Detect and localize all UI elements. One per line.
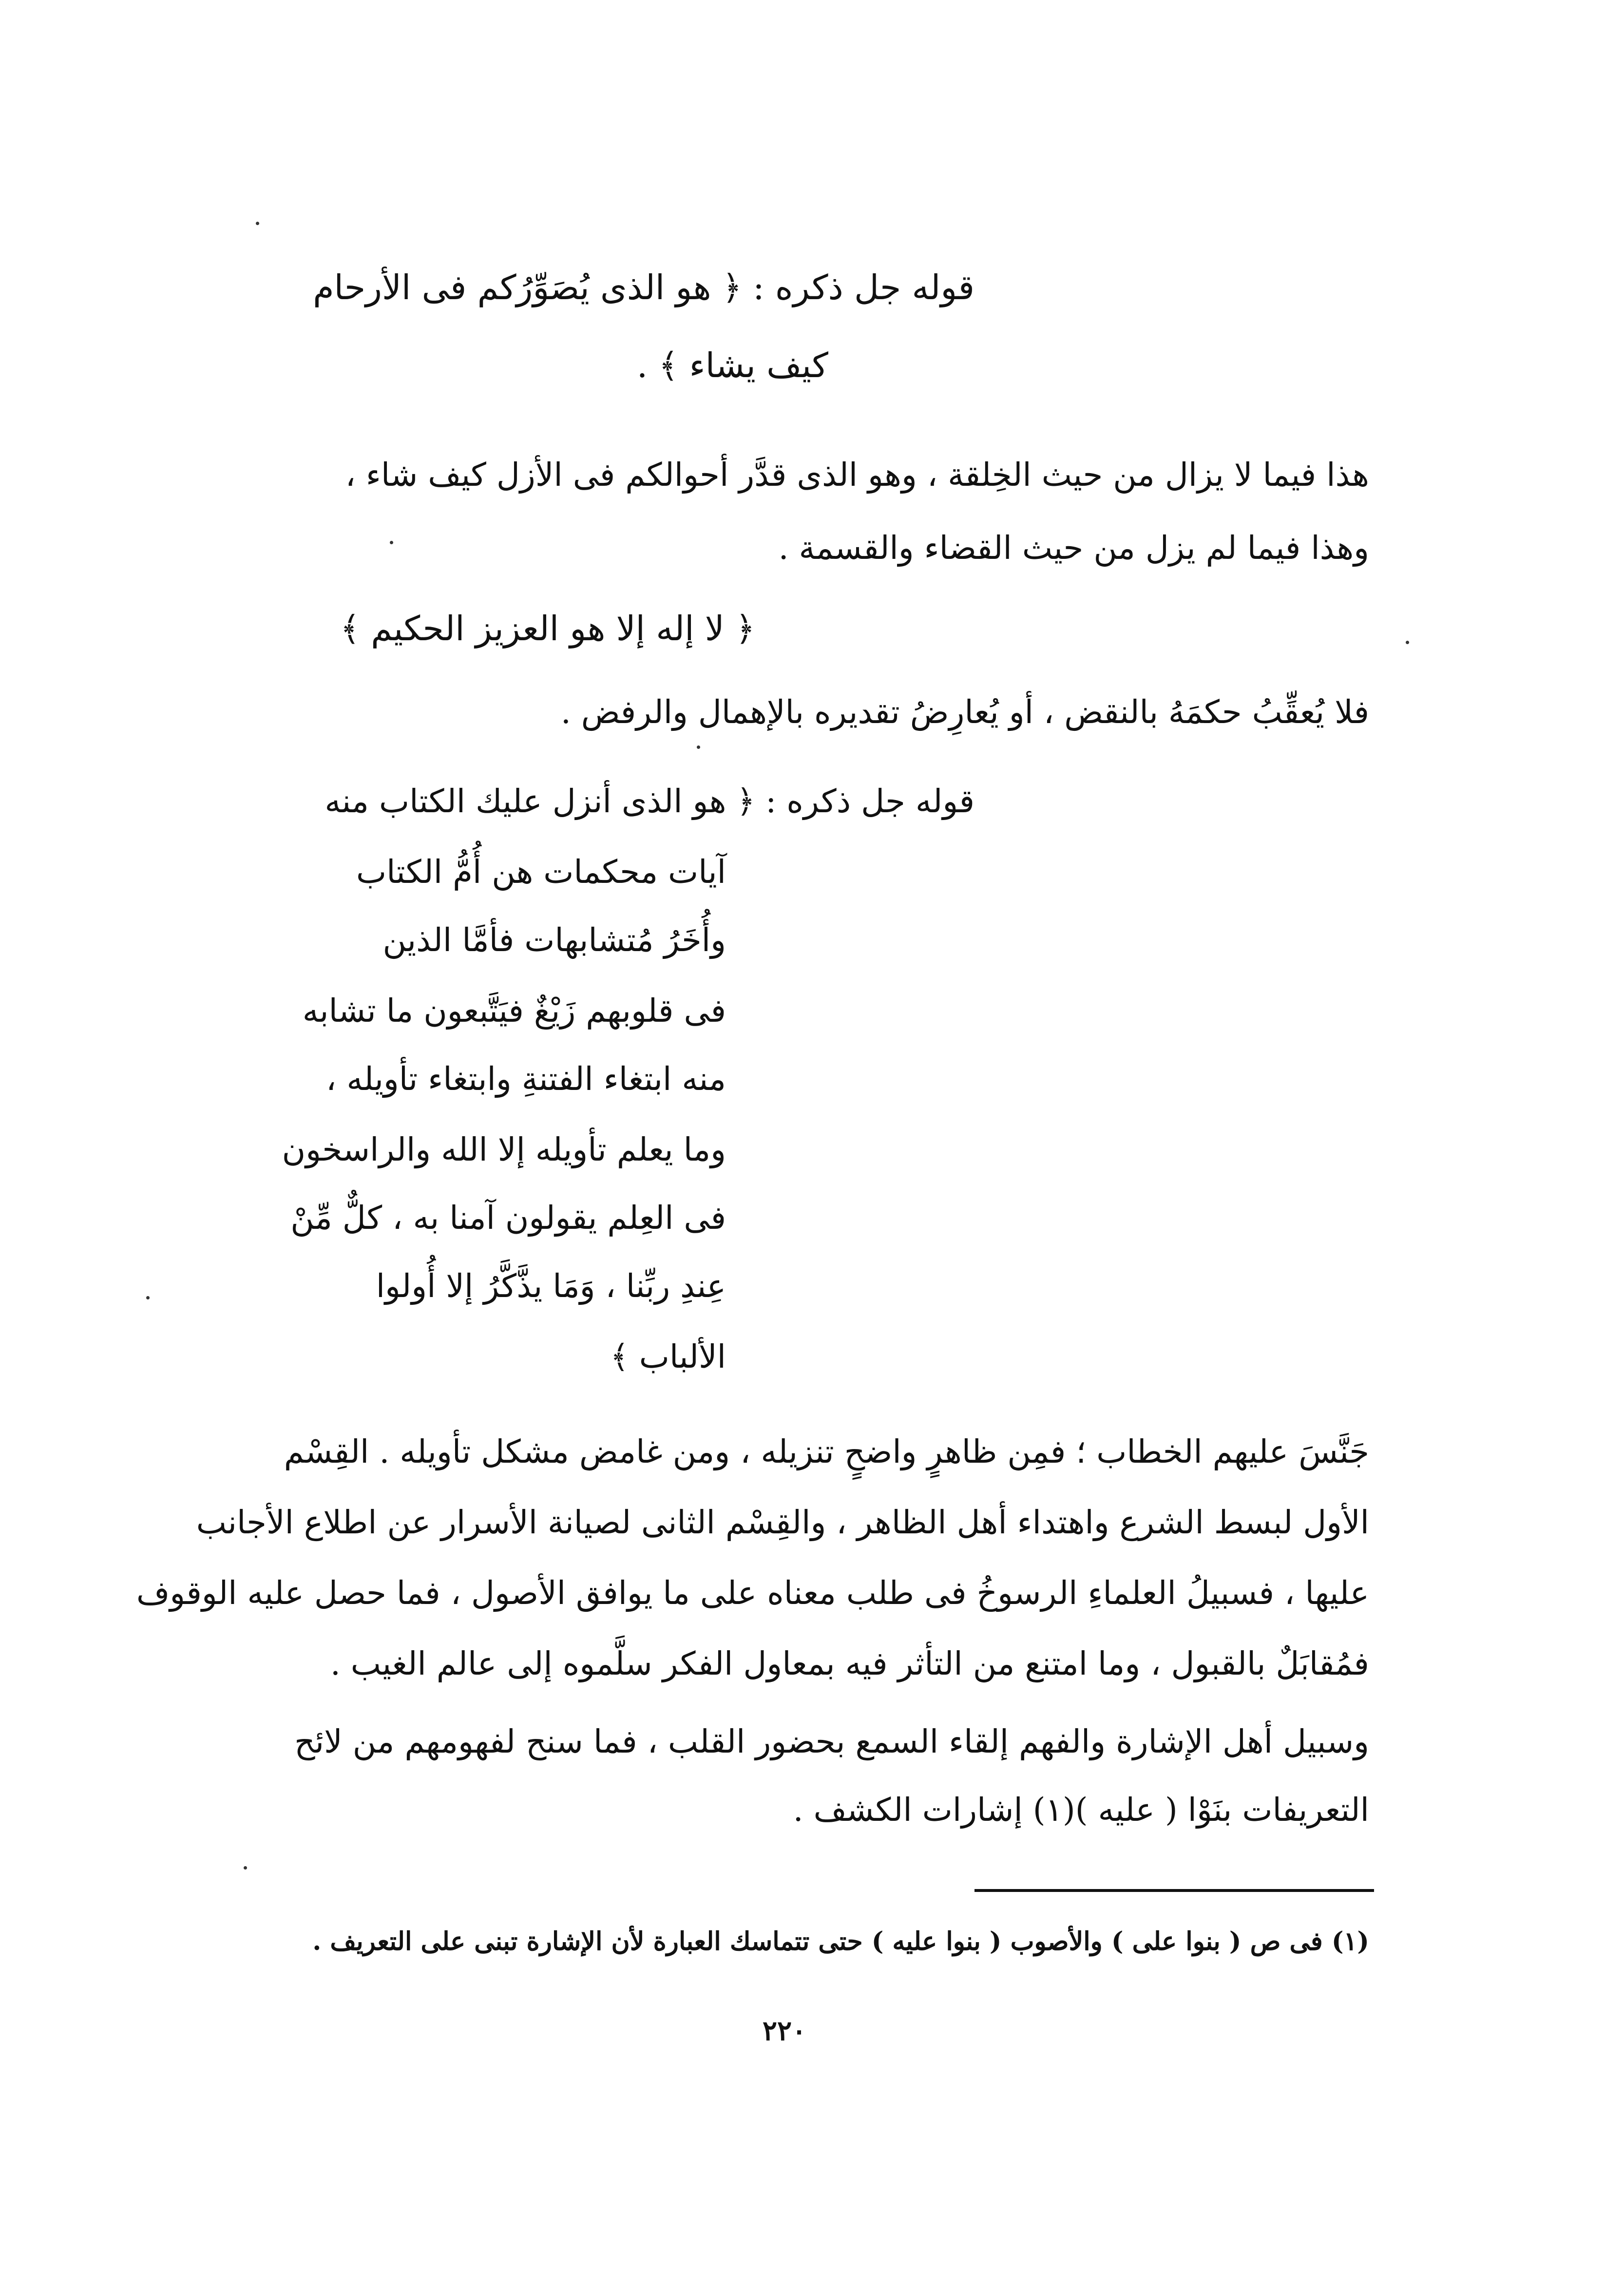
paragraph-line: وهذا فيما لم يزل من حيث القضاء والقسمة .	[778, 529, 1369, 567]
verse-line: عِندِ ربِّنا ، وَمَا يذَّكَّرُ إلا أُولوا	[376, 1267, 726, 1305]
paragraph-line: عليها ، فسبيلُ العلماءِ الرسوخُ فى طلب معناه على ما يوافق الأصول ، فما حصل عليه الوقوف	[136, 1574, 1369, 1612]
paragraph-line: فلا يُعقِّبُ حكمَهُ بالنقض ، أو يُعارِضُ تقديره بالإهمال والرفض .	[560, 693, 1369, 731]
verse-heading-line: قوله جل ذكره : ﴿ هو الذى أنزل عليك الكتاب منه	[325, 783, 974, 820]
verse-line: الألباب ﴾	[610, 1338, 726, 1375]
paragraph-line: وسبيل أهل الإشارة والفهم إلقاء السمع بحضور القلب ، فما سنح لفهومهم من لائح	[294, 1723, 1369, 1760]
verse-line: آيات محكمات هن أُمُّ الكتاب	[356, 853, 726, 891]
scan-speck	[697, 745, 700, 749]
verse-line: وما يعلم تأويله إلا الله والراسخون	[282, 1131, 726, 1168]
verse-line: منه ابتغاء الفتنةِ وابتغاء تأويله ،	[326, 1060, 726, 1098]
paragraph-line: فمُقابَلٌ بالقبول ، وما امتنع من التأثر فيه بمعاول الفكر سلَّموه إلى عالم الغيب .	[330, 1645, 1369, 1682]
footnote: (١) فى ص ( بنوا على ) والأصوب ( بنوا عليه ) حتى تتماسك العبارة لأن الإشارة تبنى على التعريف .	[312, 1927, 1369, 1956]
scan-speck	[244, 1866, 247, 1870]
scan-speck	[1406, 641, 1409, 644]
verse-line: وأُخَرُ مُتشابهات فأمَّا الذين	[382, 921, 726, 959]
verse-line: فى قلوبهم زَيْغٌ فيَتَّبعون ما تشابه	[302, 992, 726, 1030]
page-number: ٢٢٠	[762, 2015, 807, 2047]
scan-speck	[146, 1296, 150, 1299]
paragraph-line: الأول لبسط الشرع واهتداء أهل الظاهر ، والقِسْم الثانى لصيانة الأسرار عن اطلاع الأجانب	[196, 1504, 1369, 1541]
verse-heading-line: قوله جل ذكره : ﴿ هو الذى يُصَوِّرُكم فى الأرحام	[313, 267, 974, 307]
scan-speck	[390, 541, 393, 544]
scan-speck	[256, 222, 259, 225]
paragraph-line: جَنَّسَ عليهم الخطاب ؛ فمِن ظاهرٍ واضحٍ تنزيله ، ومن غامض مشكل تأويله . القِسْم	[284, 1433, 1369, 1470]
verse-heading-line: ﴿ لا إله إلا هو العزيز الحكيم ﴾	[340, 609, 755, 649]
paragraph-line: التعريفات بنَوْا ( عليه )(١) إشارات الكشف .	[793, 1791, 1369, 1829]
paragraph-line: هذا فيما لا يزال من حيث الخِلقة ، وهو الذى قدَّر أحوالكم فى الأزل كيف شاء ،	[345, 456, 1369, 494]
verse-heading-line: كيف يشاء ﴾ .	[636, 345, 828, 385]
verse-line: فى العِلم يقولون آمنا به ، كلٌّ مِّنْ	[290, 1199, 726, 1237]
footnote-divider	[974, 1889, 1374, 1892]
